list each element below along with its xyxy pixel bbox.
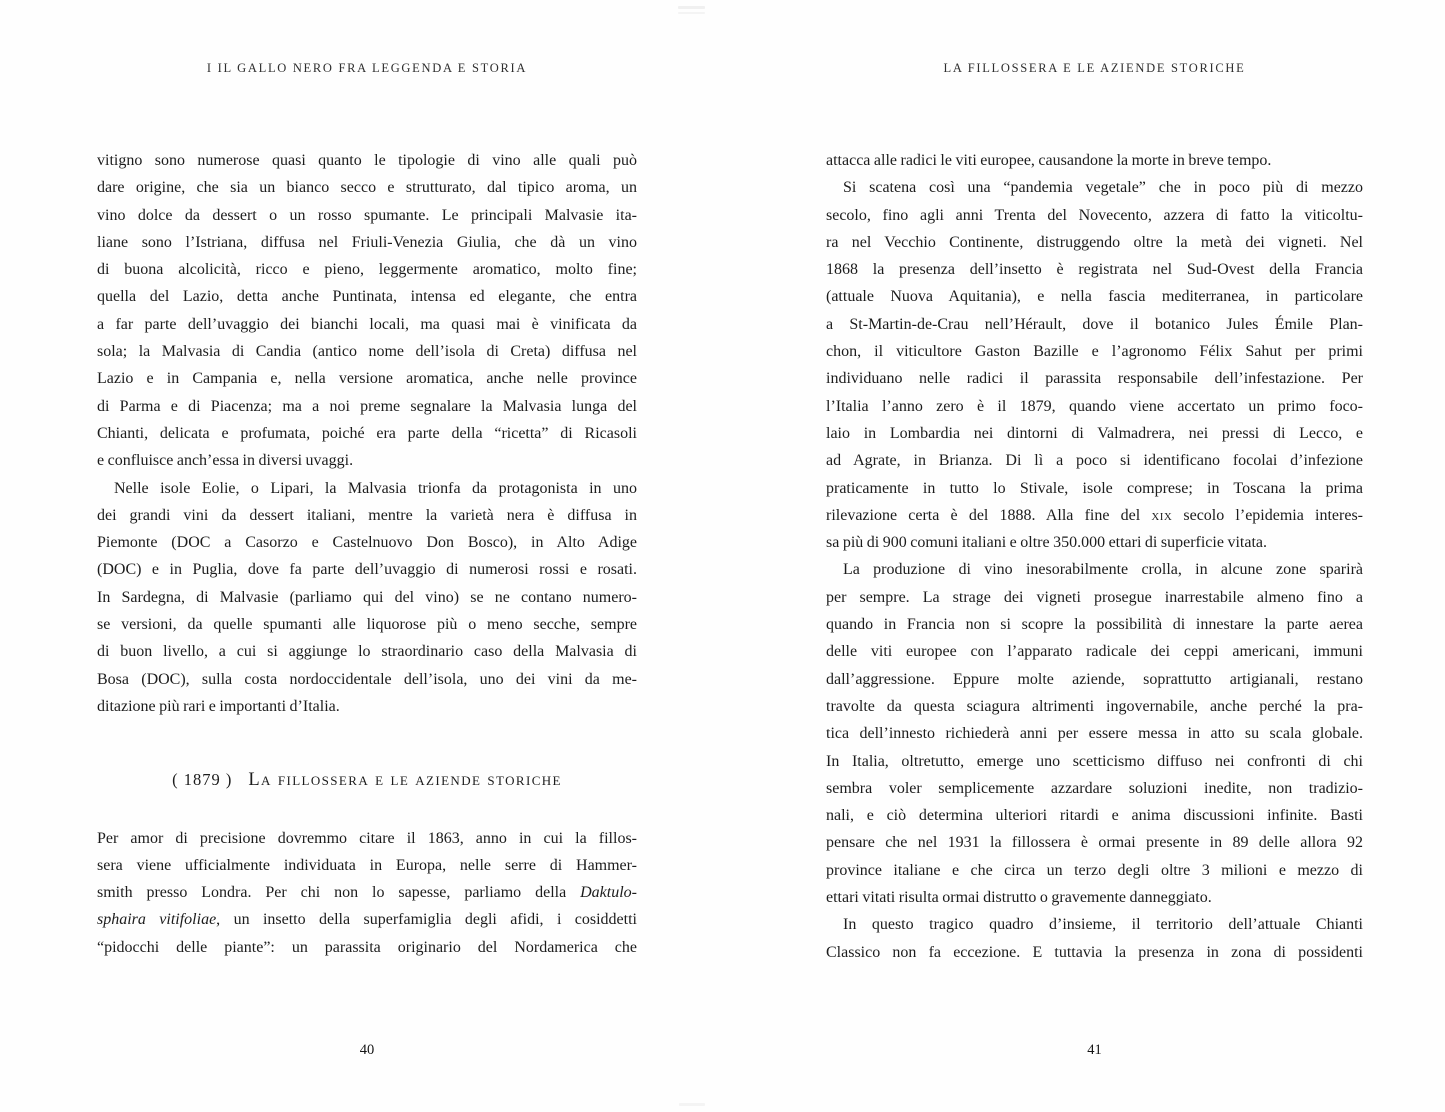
text-line: di buon livello, a cui si aggiunge lo straordinario caso della Malvasia di <box>97 643 637 661</box>
page-body-left <box>97 147 637 961</box>
text-line: dare origine, che sia un bianco secco e strutturato, dal tipico aroma, un <box>97 179 637 197</box>
text-line: dall’aggressione. Eppure molte aziende, soprattutto artigianali, restano <box>826 670 1363 688</box>
section-heading <box>97 766 637 793</box>
page-number-right: 41 <box>1087 1042 1102 1058</box>
page-right <box>826 0 1363 1112</box>
running-head-right: LA FILLOSSERA E LE AZIENDE STORICHE <box>943 61 1246 75</box>
text-line: per sempre. La strage dei vigneti prosegue inarrestabile almeno fino a <box>826 588 1363 606</box>
paragraph <box>97 825 637 961</box>
text-line: sa più di 900 comuni italiani e oltre 350.000 ettari di superficie vitata. <box>826 534 1267 552</box>
section-heading-title: La fillossera e le aziende storiche <box>248 770 562 791</box>
text-line: nali, e ciò determina ulteriori ritardi e anima discussioni infinite. Basti <box>826 807 1363 825</box>
text-line: (DOC) e in Puglia, dove fa parte dell’uvaggio di numerosi rossi e rosati. <box>97 561 637 579</box>
text-line: Piemonte (DOC a Casorzo e Castelnuovo Don Bosco), in Alto Adige <box>97 534 637 552</box>
text-line: In Sardegna, di Malvasie (parliamo qui del vino) se ne contano numero- <box>97 588 637 606</box>
text-line: La produzione di vino inesorabilmente crolla, in alcune zone sparirà <box>843 561 1363 579</box>
text-line: rilevazione certa è del 1888. Alla fine del xix secolo l’epidemia interes- <box>826 506 1363 524</box>
text-line: quella del Lazio, detta anche Puntinata, intensa ed elegante, che entra <box>97 288 637 306</box>
text-line: Per amor di precisione dovremmo citare il 1863, anno in cui la fillos- <box>97 829 637 847</box>
text-line: individuano nelle radici il parassita responsabile dell’infestazione. Per <box>826 370 1363 388</box>
text-line: a far parte dell’uvaggio dei bianchi locali, ma quasi mai è vinificata da <box>97 315 637 333</box>
text-line: ra nel Vecchio Continente, distruggendo oltre la metà dei vigneti. Nel <box>826 233 1363 251</box>
text-line: dei grandi vini da dessert italiani, mentre la varietà nera è diffusa in <box>97 506 637 524</box>
text-line: se versioni, da quelle spumanti alle liquorose più o meno secche, sempre <box>97 616 637 634</box>
text-line: ad Agrate, in Brianza. Di lì a poco si identificano focolai d’infezione <box>826 452 1363 470</box>
paragraph <box>826 911 1363 966</box>
text-line: praticamente in tutto lo Stivale, isole comprese; in Toscana la prima <box>826 479 1363 497</box>
text-line: sera viene ufficialmente individuata in Europa, nelle serre di Hammer- <box>97 856 637 874</box>
page-number-left: 40 <box>359 1042 375 1058</box>
text-line: travolte da questa sciagura altrimenti ingovernabile, anche perché la pra- <box>826 697 1363 715</box>
paragraph <box>826 174 1363 556</box>
text-line: In Italia, oltretutto, emerge uno scetticismo diffuso nei confronti di chi <box>826 752 1363 770</box>
text-line: quando in Francia non si scopre la possibilità di innestare la parte aerea <box>826 616 1363 634</box>
page-body-right <box>826 147 1363 966</box>
paragraph <box>97 147 637 475</box>
text-line: Bosa (DOC), sulla costa nordoccidentale dell’isola, uno dei vini da me- <box>97 670 637 688</box>
text-line: di buona alcolicità, ricco e pieno, leggermente aromatico, molto fine; <box>97 261 637 279</box>
text-line: laio in Lombardia nei dintorni di Valmadrera, nei pressi di Lecco, e <box>826 424 1363 442</box>
text-line: sola; la Malvasia di Candia (antico nome dell’isola di Creta) diffusa nel <box>97 343 637 361</box>
text-line: tica dell’innesto richiederà anni per essere messa in atto su scala globale. <box>826 725 1363 743</box>
text-line: a St-Martin-de-Crau nell’Hérault, dove il botanico Jules Émile Plan- <box>826 315 1363 333</box>
text-line: vitigno sono numerose quasi quanto le tipologie di vino alle quali può <box>97 152 637 169</box>
text-line: secolo, fino agli anni Trenta del Novecento, azzera di fatto la viticoltu- <box>826 206 1363 224</box>
text-line: sembra voler semplicemente azzardare soluzioni inedite, non tradizio- <box>826 779 1363 797</box>
paragraph <box>826 556 1363 911</box>
text-line: smith presso Londra. Per chi non lo sapesse, parliamo della Daktulo- <box>97 884 637 902</box>
paragraph <box>97 475 637 721</box>
section-heading-year: ( 1879 ) <box>172 770 233 790</box>
text-line: Si scatena così una “pandemia vegetale” che in poco più di mezzo <box>843 179 1363 197</box>
page-edge-artifact-top <box>678 6 705 9</box>
text-line: Lazio e in Campania e, nella versione aromatica, anche nelle province <box>97 370 637 388</box>
page-left <box>97 0 637 1112</box>
text-line: vino dolce da dessert o un rosso spumante. Le principali Malvasie ita- <box>97 206 637 224</box>
text-line: ditazione più rari e importanti d’Italia. <box>97 697 340 715</box>
text-line: Nelle isole Eolie, o Lipari, la Malvasia trionfa da protagonista in uno <box>114 479 637 497</box>
text-line: liane sono l’Istriana, diffusa nel Friuli-Venezia Giulia, che dà un vino <box>97 233 637 251</box>
text-line: Chianti, delicata e profumata, poiché era parte della “ricetta” di Ricasoli <box>97 424 637 442</box>
text-line: di Parma e di Piacenza; ma a noi preme segnalare la Malvasia lunga del <box>97 397 637 415</box>
text-line: attacca alle radici le viti europee, causandone la morte in breve tempo. <box>826 152 1272 169</box>
text-line: “pidocchi delle piante”: un parassita originario del Nordamerica che <box>97 938 637 956</box>
page-edge-artifact-bottom <box>679 1103 705 1106</box>
paragraph <box>826 147 1363 174</box>
running-head-left: I IL GALLO NERO FRA LEGGENDA E STORIA <box>206 61 528 75</box>
text-line: l’Italia l’anno zero è il 1879, quando viene accertato un primo foco- <box>826 397 1363 415</box>
page-edge-artifact-top-2 <box>678 12 705 14</box>
text-line: ettari vitati risulta ormai distrutto o gravemente danneggiato. <box>826 889 1212 907</box>
text-line: 1868 la presenza dell’insetto è registrata nel Sud-Ovest della Francia <box>826 261 1363 279</box>
text-line: e confluisce anch’essa in diversi uvaggi. <box>97 452 354 470</box>
text-line: delle viti europee con l’apparato radicale dei ceppi americani, immuni <box>826 643 1363 661</box>
text-line: chon, il viticultore Gaston Bazille e l’agronomo Félix Sahut per primi <box>826 343 1363 361</box>
text-line: pensare che nel 1931 la fillossera è ormai presente in 89 delle allora 92 <box>826 834 1363 852</box>
text-line: province italiane e che circa un terzo degli oltre 3 milioni e mezzo di <box>826 861 1363 879</box>
text-line: In questo tragico quadro d’insieme, il territorio dell’attuale Chianti <box>843 916 1363 934</box>
text-line: sphaira vitifoliae, un insetto della superfamiglia degli afidi, i cosiddetti <box>97 911 637 929</box>
text-line: (attuale Nuova Aquitania), e nella fascia mediterranea, in particolare <box>826 288 1363 306</box>
text-line: Classico non fa eccezione. E tuttavia la presenza in zona di possidenti <box>826 943 1363 961</box>
